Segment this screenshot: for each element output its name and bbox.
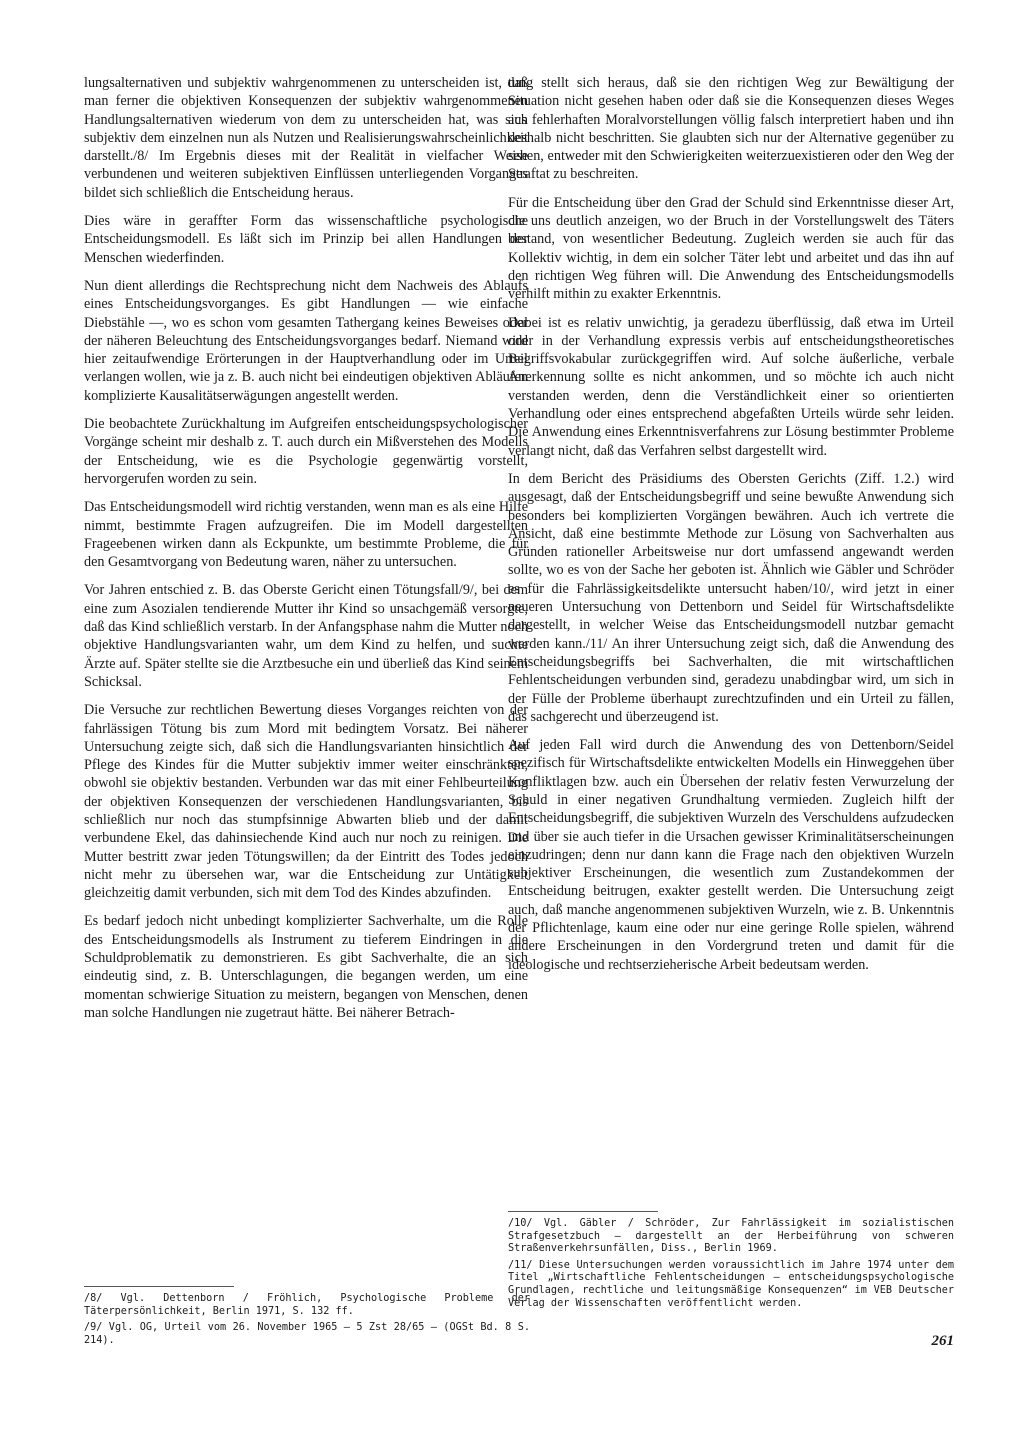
paragraph: Auf jeden Fall wird durch die Anwendung des von Dettenborn/Seidel spezifisch für Wirtschaftsdelikte entwickelten Modells ein Hinweggehen über Konfliktlagen bzw. auch ein Übersehen der relativ festen Verwurzelung der Schuld in einer negativen Grundhaltung vermieden. Zugleich hilft der Entscheidungsbegriff, die subjektiven Wurzeln des Verschuldens aufzudecken und über sie auch tiefer in die Ursachen gewisser Kriminalitätserscheinungen einzudringen; denn nur dann kann die Frage nach den objektiven Wurzeln subjektiver Erscheinungen, die wesentlich zum Zustandekommen der Entscheidung beitrugen, exakter gestellt werden. Die Untersuchung zeigt auch, daß manche angenommenen subjektiven Wurzeln, wie z. B. Unkenntnis der Pflichtenlage, kaum eine oder nur eine geringe Rolle spielen, während andere Erscheinungen in den Vordergrund treten und damit für die ideologische und rechtserzieherische Arbeit bedeutsam werden. xyxy=(508,737,954,973)
paragraph: Vor Jahren entschied z. B. das Oberste Gericht einen Tötungsfall/9/, bei dem eine zum Asozialen tendierende Mutter ihr Kind so unsachgemäß versorgte, daß das Kind schließlich verstarb. In der Anfangsphase nahm die Mutter noch objektive Handlungsvarianten wahr, um dem Kind zu helfen, und suchte Ärzte auf. Später stellte sie die Arztbesuche ein und überließ das Kind seinem Schicksal. xyxy=(84,582,528,690)
paragraph: Die beobachtete Zurückhaltung im Aufgreifen entscheidungspsychologischer Vorgänge scheint mir deshalb z. T. auch durch ein Mißverstehen des Modells der Entscheidung, wie es die Psychologie gegenwärtig vorstellt, hervorgerufen worden zu sein. xyxy=(84,416,528,487)
footnote-rule xyxy=(508,1211,658,1212)
footnote-rule xyxy=(84,1286,234,1287)
footnote-11: /11/ Diese Untersuchungen werden voraussichtlich im Jahre 1974 unter dem Titel „Wirtschaftliche Fehlentscheidungen — entscheidungspsychologische Grundlagen, rechtliche und leitungsmäßige Konsequenzen“ im VEB Deutscher Verlag der Wissenschaften veröffentlicht werden. xyxy=(508,1259,954,1309)
paragraph: Nun dient allerdings die Rechtsprechung nicht dem Nachweis des Ablaufs eines Entscheidungsvorganges. Es gibt Handlungen — wie einfache Diebstähle —, wo es schon vom gesamten Tathergang keines Beweises oder der näheren Beleuchtung des Entscheidungsvorganges bedarf. Niemand wird hier zeitaufwendige Erörterungen in der Hauptverhandlung oder im Urteil verlangen wollen, wie ja z. B. auch nicht bei eindeutigen objektiven Abläufen komplizierte Kausalitätserwägungen angestellt werden. xyxy=(84,277,528,404)
footnote-10: /10/ Vgl. Gäbler / Schröder, Zur Fahrlässigkeit im sozialistischen Strafgesetzbuch — dargestellt an der Herbeiführung von schweren Straßenverkehrsunfällen, Diss., Berlin 1969. xyxy=(508,1218,954,1255)
paragraph: Dabei ist es relativ unwichtig, ja geradezu überflüssig, daß etwa im Urteil oder in der Verhandlung expressis verbis auf entscheidungstheoretisches Begriffsvokabular zurückgegriffen wird. Auf solche äußerliche, verbale Anerkennung sollte es nicht ankommen, und so möchte ich auch nicht verstanden werden, denn die Verständlichkeit einer so orientierten Verhandlung oder eines entsprechend abgefaßten Urteils würde sehr leiden. Die Anwendung eines Erkenntnisverfahrens zur Lösung bestimmter Probleme verlangt nicht, daß das Verfahren selbst dargestellt wird. xyxy=(508,314,954,459)
paragraph: In dem Bericht des Präsidiums des Obersten Gerichts (Ziff. 1.2.) wird ausgesagt, daß der Entscheidungsbegriff und seine bewußte Anwendung sich besonders bei komplizierten Vorgängen bewähren. Auch ich vertrete die Ansicht, daß eine bestimmte Methode zur Lösung von Sachverhalten aus Gründen rationeller Arbeitsweise nur dort umfassend angewandt werden sollte, wo es von der Sache her geboten ist. Ähnlich wie Gäbler und Schröder es für die Fahrlässigkeitsdelikte untersucht haben/10/, wird jetzt in einer neueren Untersuchung von Dettenborn und Seidel für Wirtschaftsdelikte dargestellt, in welcher Weise das Entscheidungsmodell nutzbar gemacht werden kann./11/ An ihrer Untersuchung zeigt sich, daß die Anwendung des Entscheidungsbegriffs bei Sachverhalten, die mit wirtschaftlichen Fehlentscheidungen verbunden sind, geradezu unabdingbar wird, um sich in der Fülle der Probleme überhaupt zurechtzufinden und ein Urteil zu fällen, das sachgerecht und überzeugend ist. xyxy=(508,470,954,725)
paragraph: Das Entscheidungsmodell wird richtig verstanden, wenn man es als eine Hilfe nimmt, bestimmte Fragen aufzugreifen. Die im Modell dargestellten Frageebenen wirken dann als Eckpunkte, um bestimmte Probleme, die für den Gesamtvorgang von Bedeutung waren, näher zu untersuchen. xyxy=(84,499,528,571)
right-column xyxy=(508,74,954,984)
paragraph: Für die Entscheidung über den Grad der Schuld sind Erkenntnisse dieser Art, die uns deutlich anzeigen, wo der Bruch in der Vorstellungswelt des Täters bestand, von wesentlicher Bedeutung. Zugleich werden sie auch für das Kollektiv wichtig, in dem ein solcher Täter lebt und arbeitet und das ihn auf den richtigen Weg führen will. Die Anwendung des Entscheidungsmodells verhilft mithin zu exakter Erkenntnis. xyxy=(508,194,954,303)
left-footnotes xyxy=(84,1286,530,1351)
left-column xyxy=(84,74,528,1032)
page-number: 261 xyxy=(931,1333,954,1349)
paragraph: tung stellt sich heraus, daß sie den richtigen Weg zur Bewältigung der Situation nicht gesehen haben oder daß sie die Konsequenzen dieses Weges aus fehlerhaften Moralvorstellungen völlig falsch interpretiert haben und ihn deshalb nicht beschritten. Sie glaubten sich nur der Alternative gegenüber zu sehen, entweder mit den Schwierigkeiten weiterzuexistieren oder den Weg der Straftat zu beschreiten. xyxy=(508,75,954,183)
paragraph: Dies wäre in geraffter Form das wissenschaftliche psychologische Entscheidungsmodell. Es läßt sich im Prinzip bei allen Handlungen der Menschen wiederfinden. xyxy=(84,213,528,266)
paragraph: Die Versuche zur rechtlichen Bewertung dieses Vorganges reichten von der fahrlässigen Tötung bis zum Mord mit bedingtem Vorsatz. Bei näherer Untersuchung zeigte sich, daß sich die Handlungsvarianten hinsichtlich der Pflege des Kindes für die Mutter subjektiv immer weiter einschränkten, obwohl sie objektiv bestanden. Verbunden war das mit einer Fehlbeurteilung der objektiven Konsequenzen der verschiedenen Handlungsvarianten, bis schließlich nur noch das stumpfsinnige Abwarten blieb und der damit verbundene Ekel, das dahinsiechende Kind auch nur noch zu reinigen. Die Mutter bestritt zwar jeden Tötungswillen; da der Eintritt des Todes jedoch nicht mehr zu übersehen war, war die Entscheidung zur Untätigkeit gleichzeitig damit verbunden, sich mit dem Tod des Kindes abzufinden. xyxy=(84,702,528,902)
right-footnotes xyxy=(508,1211,954,1314)
paragraph: Es bedarf jedoch nicht unbedingt komplizierter Sachverhalte, um die Rolle des Entscheidungsmodells als Instrument zu tieferem Eindringen in die Schuldproblematik zu demonstrieren. Es gibt Sachverhalte, die an sich eindeutig sind, z. B. Unterschlagungen, die begangen werden, um eine momentan schwierige Situation zu meistern, begangen von Menschen, denen man solche Handlungen nie zugetraut hätte. Bei näherer Betrach- xyxy=(84,913,528,1021)
footnote-8: /8/ Vgl. Dettenborn / Fröhlich, Psychologische Probleme der Täterpersönlichkeit, Berlin 1971, S. 132 ff. xyxy=(84,1293,530,1317)
paragraph: lungsalternativen und subjektiv wahrgenommenen zu unterscheiden ist, daß man ferner die objektiven Konsequenzen der subjektiv wahrgenommenen Handlungsalternativen wiederum von dem zu unterscheiden hat, was sich subjektiv dem einzelnen nun als Nutzen und Realisierungswahrscheinlichkeit darstellt./8/ Im Ergebnis dieses mit der Realität in vielfacher Weise verbundenen und weiteren subjektiven Einflüssen unterliegenden Vorganges bildet sich schließlich die Entscheidung heraus. xyxy=(84,75,528,201)
footnote-9: /9/ Vgl. OG, Urteil vom 26. November 1965 — 5 Zst 28/65 — (OGSt Bd. 8 S. 214). xyxy=(84,1322,530,1346)
